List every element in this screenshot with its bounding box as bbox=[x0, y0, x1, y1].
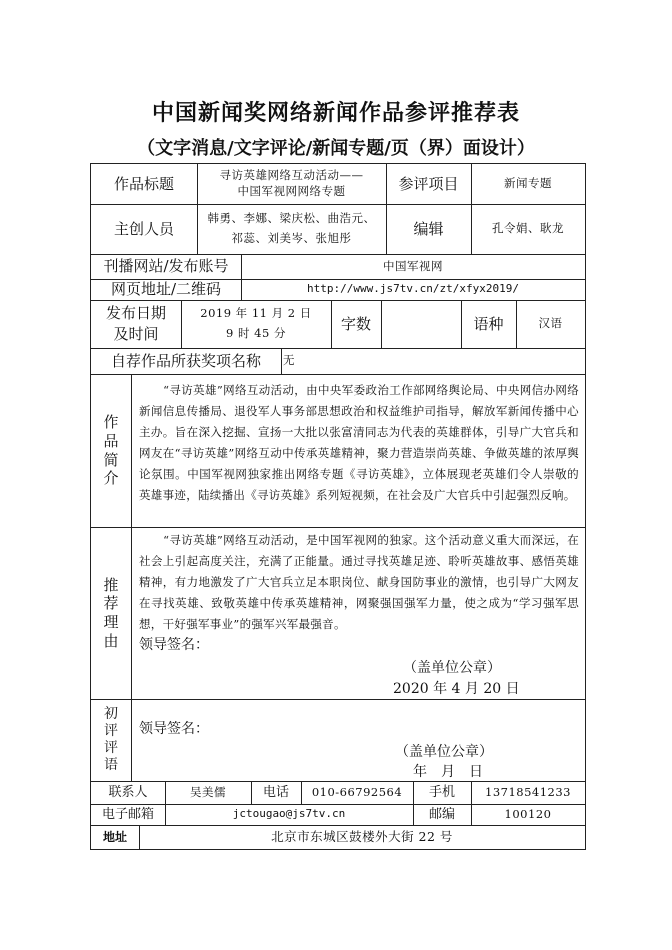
form-title: 中国新闻奖网络新闻作品参评推荐表 bbox=[151, 100, 520, 126]
recommend-seal: （盖单位公章） bbox=[403, 660, 501, 676]
recommend-label-char: 推 bbox=[103, 575, 119, 594]
recommend-label-char: 理 bbox=[103, 613, 119, 631]
contact-value: 吴美儒 bbox=[190, 784, 226, 799]
intro-label-char: 简 bbox=[103, 450, 119, 469]
creators-value bbox=[197, 204, 386, 254]
email-label: 电子邮箱 bbox=[101, 806, 154, 822]
phone-value: 010-66792564 bbox=[311, 784, 403, 799]
contact-label: 联系人 bbox=[108, 784, 148, 800]
email-link[interactable]: jctougao@js7tv.cn bbox=[232, 807, 346, 821]
review-label-char: 评 bbox=[104, 740, 118, 756]
intro-label-char: 作 bbox=[103, 413, 119, 431]
date-value-line: 2019 年 11 月 2 日 bbox=[200, 306, 312, 321]
row-divider bbox=[91, 527, 585, 528]
date-value bbox=[181, 300, 331, 348]
recommend-sign-label: 领导签名： bbox=[139, 637, 209, 653]
col-divider bbox=[281, 348, 282, 374]
review-label-char: 评 bbox=[104, 723, 118, 740]
creators-line: 韩勇、李娜、梁庆松、曲浩元、 bbox=[207, 211, 376, 226]
review-date: 年 月 日 bbox=[413, 764, 483, 780]
review-label-char: 初 bbox=[104, 706, 118, 723]
zip-label: 邮编 bbox=[428, 806, 455, 822]
review-label bbox=[91, 699, 131, 781]
wordcount-value bbox=[381, 300, 461, 348]
language-label: 语种 bbox=[473, 314, 504, 333]
review-sign-label: 领导签名： bbox=[139, 721, 209, 737]
intro-label bbox=[91, 374, 131, 527]
site-value: 中国军视网 bbox=[383, 258, 443, 273]
date-label bbox=[91, 300, 181, 348]
recommend-label-char: 荐 bbox=[103, 594, 119, 613]
recommendation-form bbox=[90, 163, 586, 850]
awards-label: 自荐作品所获奖项名称 bbox=[110, 351, 261, 370]
phone-label: 电话 bbox=[262, 784, 289, 800]
intro-text: “寻访英雄”网络互动活动，由中央军委政治工作部网络舆论局、中央网信办网络新闻信息传播局、退役军人事务部思想政治和权益维护司指导，解放军新闻传播中心主办。旨在深入挖掘、宣扬一大批以张富清同志为代表的英雄群体，引导广大官兵和网友在“寻访英雄”网络互动中传承英雄精神，聚力营造崇尚英雄、争做英雄的浓厚舆论氛围。中国军视网独家推出网络专题《寻访英雄》，立体展现老英雄们令人崇敬的英雄事迹，陆续播出《寻访英雄》系列短视频，在社会及广大官兵中引起强烈反响。 bbox=[139, 383, 579, 502]
creators-label: 主创人员 bbox=[113, 219, 174, 238]
work-title-label: 作品标题 bbox=[113, 174, 174, 193]
recommend-label-char: 由 bbox=[103, 631, 119, 650]
date-label-line: 发布日期 bbox=[105, 304, 166, 322]
url-label: 网页地址/二维码 bbox=[110, 280, 222, 299]
intro-label-char: 品 bbox=[103, 431, 119, 450]
work-title-line: 中国军视网网络专题 bbox=[237, 184, 346, 198]
review-label-char: 语 bbox=[104, 756, 118, 773]
work-title-value bbox=[197, 164, 386, 204]
zip-value: 100120 bbox=[504, 806, 552, 821]
date-label-line: 及时间 bbox=[113, 325, 159, 343]
editor-value: 孔令娟、耿龙 bbox=[492, 221, 564, 236]
form-subtitle: （文字消息/文字评论/新闻专题/页（界）面设计） bbox=[137, 138, 535, 159]
review-seal: （盖单位公章） bbox=[395, 744, 493, 760]
recommend-date: 2020 年 4 月 20 日 bbox=[393, 681, 520, 697]
col-divider bbox=[131, 374, 132, 781]
url-link[interactable]: http://www.js7tv.cn/zt/xfyx2019/ bbox=[307, 282, 519, 296]
editor-label: 编辑 bbox=[413, 219, 444, 238]
recommend-text: “寻访英雄”网络互动活动，是中国军视网的独家。这个活动意义重大而深远，在社会上引起高度关注，充满了正能量。通过寻找英雄足迹、聆听英雄故事、感悟英雄精神，有力地激发了广大官兵立足本职岗位、献身国防事业的激情，也引导广大网友在寻找英雄、致敬英雄中传承英雄精神，网聚强国强军力量，使之成为“学习强军思想，干好强军事业”的强军兴军最强音。 bbox=[139, 533, 579, 631]
creators-line: 祁蕊、刘美岑、张旭彤 bbox=[231, 231, 352, 245]
address-label: 地址 bbox=[102, 829, 127, 844]
intro-label-char: 介 bbox=[103, 469, 119, 488]
row-divider bbox=[91, 374, 585, 375]
language-value: 汉语 bbox=[538, 316, 563, 331]
mobile-label: 手机 bbox=[428, 784, 455, 800]
work-title-line: 寻访英雄网络互动活动—— bbox=[219, 168, 364, 183]
recommend-label bbox=[91, 527, 131, 699]
row-divider bbox=[91, 699, 585, 700]
category-value: 新闻专题 bbox=[504, 176, 552, 191]
date-value-line: 9 时 45 分 bbox=[226, 326, 286, 340]
site-label: 刊播网站/发布账号 bbox=[103, 257, 229, 276]
wordcount-label: 字数 bbox=[340, 314, 371, 333]
awards-value: 无 bbox=[283, 353, 295, 368]
address-value: 北京市东城区鼓楼外大街 22 号 bbox=[271, 828, 453, 844]
category-label: 参评项目 bbox=[398, 174, 459, 193]
mobile-value: 13718541233 bbox=[485, 784, 571, 799]
